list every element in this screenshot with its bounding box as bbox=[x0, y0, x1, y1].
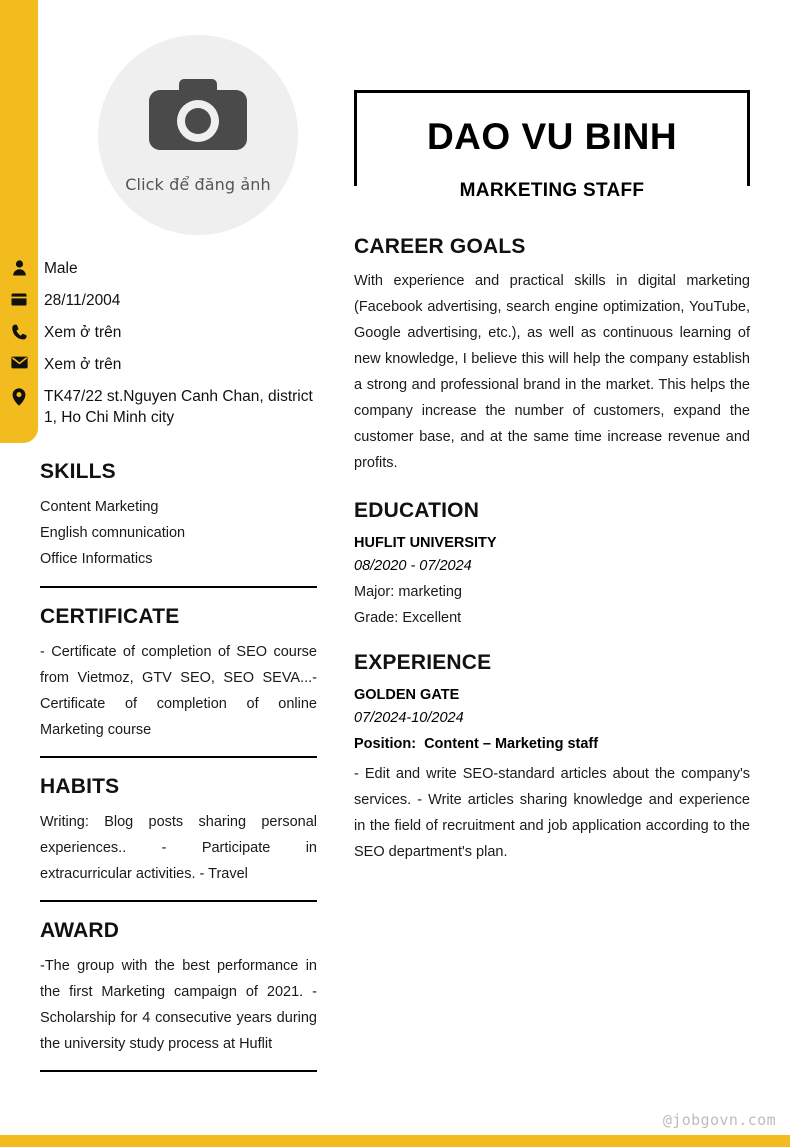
section-title-experience: EXPERIENCE bbox=[354, 651, 492, 674]
contact-value-address: TK47/22 st.Nguyen Canh Chan, district 1, Ho Chi Minh city bbox=[44, 388, 313, 426]
award-body: -The group with the best performance in the first Marketing campaign of 2021. - Scholarship for 4 consecutive years during the university study process at Huflit bbox=[40, 958, 317, 1052]
section-title-habits: HABITS bbox=[40, 775, 120, 798]
section-divider bbox=[40, 1070, 317, 1072]
contact-row-address bbox=[0, 386, 340, 428]
education-date-range: 08/2020 - 07/2024 bbox=[354, 558, 472, 574]
career-goals-body: With experience and practical skills in digital marketing (Facebook advertising, search engine optimization, YouTube, Google advertising, etc.), as well as continuous learning of new knowledge, I believe this will help the company establish a strong and professional brand in the market. This helps the company increase the number of customers, expand the customer base, and at the same time increase revenue and profits. bbox=[354, 273, 750, 471]
calendar-icon bbox=[0, 290, 38, 307]
watermark: @jobgovn.com bbox=[662, 1111, 776, 1129]
habits-body: Writing: Blog posts sharing personal experiences.. - Participate in extracurricular activities. - Travel bbox=[40, 814, 317, 882]
section-divider bbox=[40, 586, 317, 588]
photo-upload-caption: Click để đăng ảnh bbox=[125, 175, 271, 194]
camera-icon bbox=[147, 76, 249, 163]
left-column bbox=[0, 0, 340, 1147]
skill-item: Content Marketing bbox=[40, 499, 159, 515]
section-title-career-goals: CAREER GOALS bbox=[354, 235, 526, 258]
contact-value-birthdate: 28/11/2004 bbox=[44, 292, 121, 309]
contact-value-email: Xem ở trên bbox=[44, 356, 122, 373]
section-habits bbox=[40, 775, 317, 887]
contact-info-list bbox=[0, 258, 340, 439]
education-major: Major: marketing bbox=[354, 584, 462, 600]
experience-body: - Edit and write SEO-standard articles about the company's services. - Write articles sharing knowledge and experience in the field of recruitment and job application according to the SEO department's plan. bbox=[354, 766, 750, 860]
section-career-goals bbox=[354, 235, 750, 476]
experience-date-range: 07/2024-10/2024 bbox=[354, 710, 464, 726]
right-column bbox=[354, 0, 750, 865]
section-education bbox=[354, 499, 750, 631]
section-certificate bbox=[40, 605, 317, 743]
experience-position: Position: Content – Marketing staff bbox=[354, 736, 599, 752]
education-grade: Grade: Excellent bbox=[354, 610, 462, 626]
name-header-box bbox=[354, 90, 750, 201]
section-divider bbox=[40, 756, 317, 758]
contact-row-gender bbox=[0, 258, 340, 279]
contact-value-phone: Xem ở trên bbox=[44, 324, 122, 341]
person-icon bbox=[0, 258, 38, 276]
education-organization: HUFLIT UNIVERSITY bbox=[354, 535, 497, 551]
phone-icon bbox=[0, 322, 38, 340]
experience-organization: GOLDEN GATE bbox=[354, 687, 460, 703]
contact-row-phone bbox=[0, 322, 340, 343]
skill-item: English comnunication bbox=[40, 525, 186, 541]
skill-item: Office Informatics bbox=[40, 551, 153, 567]
location-pin-icon bbox=[0, 386, 38, 406]
section-divider bbox=[40, 900, 317, 902]
contact-row-birthdate bbox=[0, 290, 340, 311]
section-title-award: AWARD bbox=[40, 919, 120, 942]
section-title-education: EDUCATION bbox=[354, 499, 480, 522]
photo-upload-area[interactable] bbox=[98, 35, 298, 235]
certificate-body: - Certificate of completion of SEO course from Vietmoz, GTV SEO, SEO SEVA...- Certificate of completion of online Marketing course bbox=[40, 644, 317, 738]
section-award bbox=[40, 919, 317, 1057]
section-experience bbox=[354, 651, 750, 865]
section-title-certificate: CERTIFICATE bbox=[40, 605, 180, 628]
email-icon bbox=[0, 354, 38, 369]
contact-value-gender: Male bbox=[44, 260, 78, 277]
section-title-skills: SKILLS bbox=[40, 460, 116, 483]
job-title: MARKETING STAFF bbox=[357, 180, 747, 202]
section-skills bbox=[40, 460, 317, 572]
photo-placeholder-circle[interactable] bbox=[98, 35, 298, 235]
contact-row-email bbox=[0, 354, 340, 375]
page-title: DAO VU BINH bbox=[426, 116, 678, 157]
